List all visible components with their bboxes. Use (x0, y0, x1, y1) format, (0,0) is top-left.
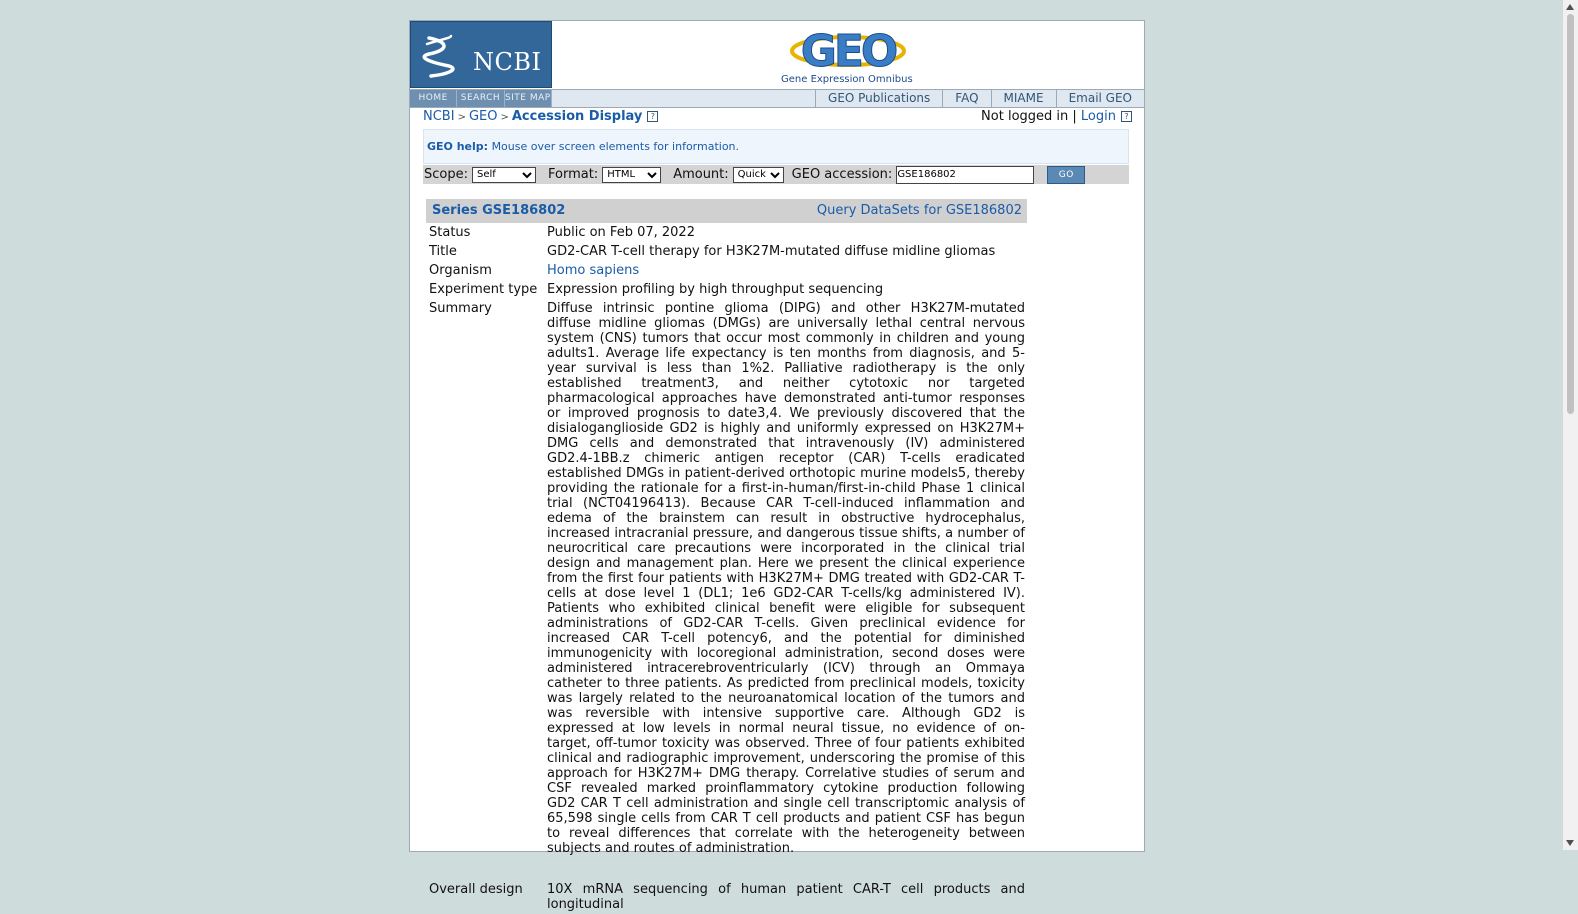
table-row (426, 299, 1027, 858)
overall-design-value: 10X mRNA sequencing of human patient CAR-T cell products and longitudinal (547, 882, 1025, 912)
geo-nav (815, 90, 1144, 107)
experiment-type-value: Expression profiling by high throughput sequencing (547, 282, 884, 297)
experiment-type-label: Experiment type (429, 282, 538, 297)
ncbi-logo[interactable] (410, 21, 552, 88)
series-header (426, 199, 1027, 223)
breadcrumb-current: Accession Display (511, 109, 643, 124)
login-area: Not logged in | Login ? (981, 109, 1132, 124)
help-text: Mouse over screen elements for information. (491, 140, 740, 153)
help-question-icon[interactable]: ? (1121, 111, 1132, 122)
geo-logo-letters: GEO (800, 26, 896, 74)
geo-logo[interactable] (773, 26, 923, 86)
help-box (423, 129, 1129, 164)
table-row (426, 242, 1027, 261)
nav-sitemap-link[interactable]: SITE MAP (505, 90, 552, 107)
login-link[interactable]: Login (1080, 109, 1116, 124)
organism-label: Organism (429, 263, 492, 278)
nav-email-geo-link[interactable]: Email GEO (1056, 90, 1144, 107)
table-row (426, 858, 1027, 914)
series-metadata-table (426, 223, 1027, 914)
login-status: Not logged in (981, 109, 1069, 124)
status-label: Status (429, 225, 471, 240)
ncbi-nav (410, 90, 552, 107)
page-container (409, 20, 1145, 912)
help-question-icon[interactable]: ? (647, 111, 658, 122)
status-value: Public on Feb 07, 2022 (547, 225, 695, 240)
geo-header (553, 21, 1144, 88)
breadcrumb (423, 109, 658, 124)
table-row (426, 280, 1027, 299)
help-label: GEO help: (427, 140, 489, 153)
nav-strip (410, 89, 1144, 108)
go-button[interactable]: GO (1047, 166, 1085, 184)
format-label: Format: (547, 167, 599, 182)
table-row (426, 223, 1027, 242)
summary-value: Diffuse intrinsic pontine glioma (DIPG) and other H3K27M-mutated diffuse midline gliomas (DMGs) are universally lethal central nervous system (CNS) tumors that occur most commonly in children and young adults1. Average life expectancy is ten months from diagnosis, and 5-year survival is less than 1%2. Palliative radiotherapy is the only established treatment3, and neither cytotoxic nor targeted pharmacological approaches have demonstrated anti-tumor responses or improved prognosis to date3,4. We previously discovered that the disialoganglioside GD2 is highly and uniformly expressed on H3K27M+ DMG cells and demonstrated that intravenously (IV) administered GD2.4-1BB.z chimeric antigen receptor (CAR) T-cells eradicated established DMGs in patient-derived orthotopic murine models5, thereby providing the rationale for a first-in-human/first-in-child Phase 1 clinical trial (NCT04196413). Because CAR T-cell-induced inflammation and edema of the brainstem can result in obstructive hydrocephalus, increased intracranial pressure, and dangerous tissue shifts, a number of neurocritical care precautions were incorporated in the clinical trial design and management plan. Here we present the clinical experience from the first four patients with H3K27M+ DMG treated with GD2-CAR T-cells at dose level 1 (DL1; 1e6 GD2-CAR T-cells/kg administered IV). Patients who exhibited clinical benefit were eligible for subsequent administrations of GD2-CAR T-cells. Given preclinical evidence for increased CAR T-cell potency6, and the potential for diminished immunogenicity with locoregional administration, second doses were administered intracerebroventricularly (ICV) through an Ommaya catheter to three patients. As predicted from preclinical models, toxicity was largely related to the neuroanatomical location of the tumors and was reversible with intensive supportive care. Although GD2 is expressed at low levels in normal neural tissue, no evidence of on-target, off-tumor toxicity was observed. Three of four patients exhibited clinical and radiographic improvement, underscoring the promise of this approach for H3K27M+ DMG therapy. Correlative studies of serum and CSF revealed marked proinflammatory cytokine production following GD2 CAR T cell administration and single cell transcriptomic analysis of 65,598 single cells from CAR T cell products and patient CSF has begun to reveal differences that correlate with the heterogeneity between subjects and routes of administration. (547, 301, 1025, 856)
nav-search-link[interactable]: SEARCH (457, 90, 504, 107)
scope-select[interactable] (472, 167, 536, 183)
accession-controls (423, 165, 1129, 184)
amount-label: Amount: (673, 167, 729, 182)
query-datasets-link[interactable]: Query DataSets for GSE186802 (816, 203, 1022, 218)
scrollbar-thumb[interactable] (1567, 14, 1574, 414)
organism-link[interactable]: Homo sapiens (547, 263, 640, 278)
ncbi-logo-text: NCBI (473, 48, 542, 76)
nav-miame-link[interactable]: MIAME (991, 90, 1056, 107)
scope-label: Scope: (424, 167, 468, 182)
format-select[interactable] (602, 167, 661, 183)
accession-input[interactable] (896, 166, 1034, 184)
scroll-down-arrow-icon[interactable] (1566, 840, 1574, 846)
amount-select[interactable] (733, 167, 784, 183)
accession-label: GEO accession: (791, 167, 893, 182)
vertical-scrollbar[interactable] (1563, 0, 1578, 850)
geo-logo-graphic (773, 26, 923, 74)
nav-geo-publications-link[interactable]: GEO Publications (815, 90, 942, 107)
summary-label: Summary (429, 301, 492, 316)
breadcrumb-separator: > (500, 112, 509, 123)
breadcrumb-separator: > (457, 112, 466, 123)
overall-design-label: Overall design (429, 882, 523, 897)
scroll-up-arrow-icon[interactable] (1566, 4, 1574, 10)
table-row (426, 261, 1027, 280)
nav-faq-link[interactable]: FAQ (942, 90, 990, 107)
title-value: GD2-CAR T-cell therapy for H3K27M-mutated diffuse midline gliomas (547, 244, 996, 259)
series-title: Series GSE186802 (432, 203, 566, 218)
geo-logo-subtitle: Gene Expression Omnibus (781, 74, 913, 85)
breadcrumb-ncbi-link[interactable]: NCBI (423, 109, 455, 124)
nav-home-link[interactable]: HOME (410, 90, 457, 107)
title-label: Title (429, 244, 457, 259)
ncbi-helix-icon (421, 32, 457, 78)
breadcrumb-geo-link[interactable]: GEO (468, 109, 498, 124)
